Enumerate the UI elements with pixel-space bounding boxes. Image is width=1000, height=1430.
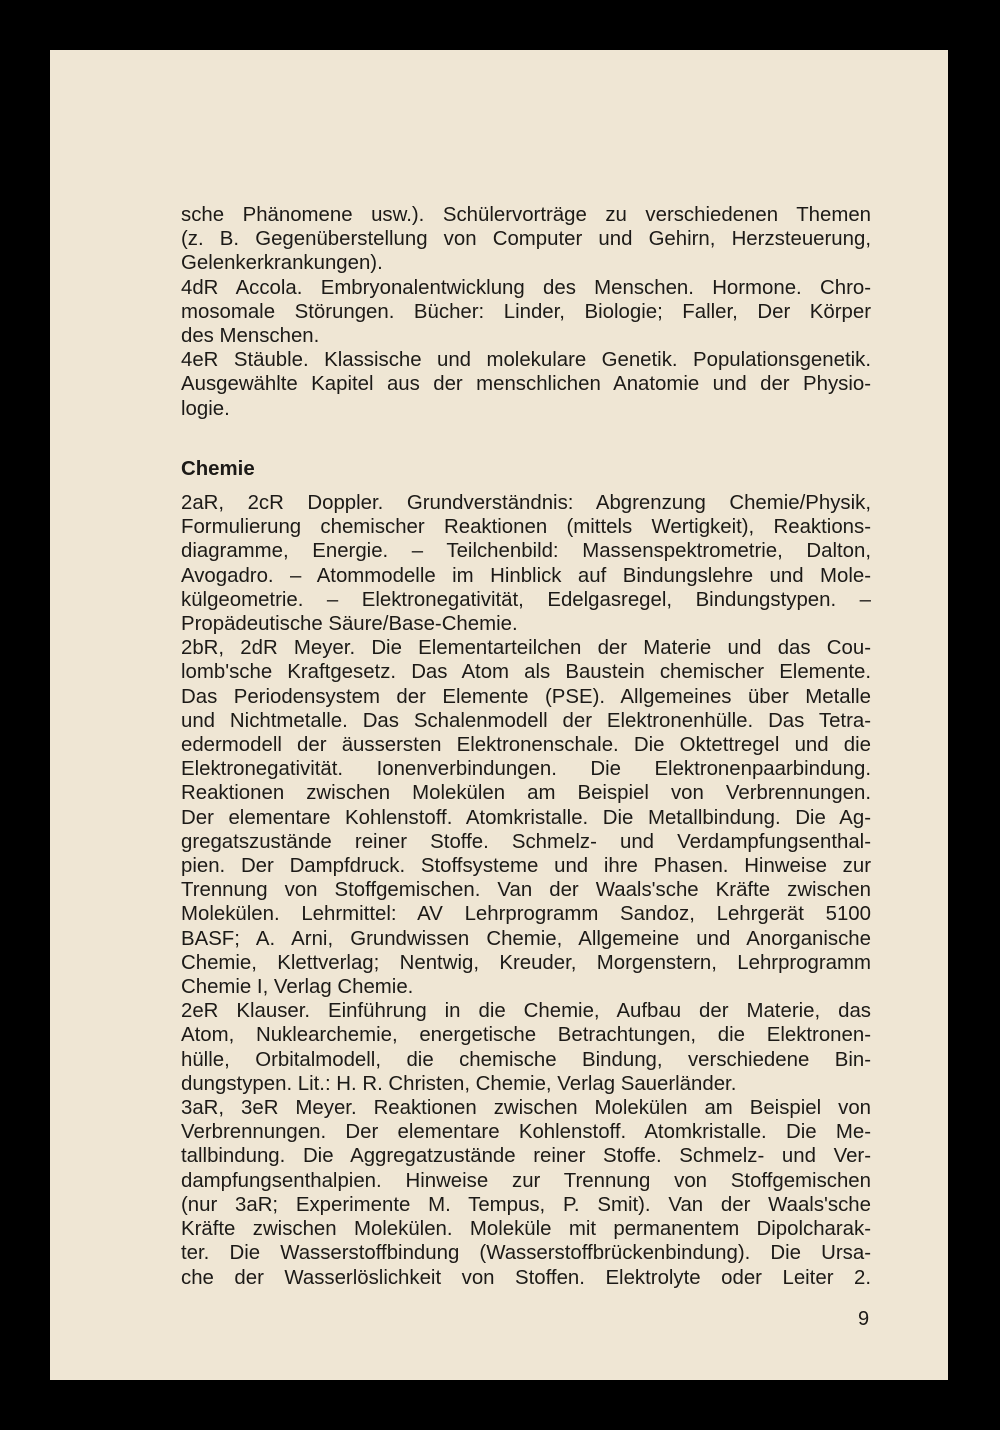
section-heading: Chemie [181, 458, 255, 480]
text-line: BASF; A. Arni, Grundwissen Chemie, Allgemeine und Anorganische [181, 927, 871, 950]
text-line: sche Phänomene usw.). Schülervorträge zu verschiedenen Themen [181, 204, 871, 226]
text-line: Formulierung chemischer Reaktionen (mittels Wertigkeit), Reaktions- [181, 516, 871, 539]
text-line: mosomale Störungen. Bücher: Linder, Biologie; Faller, Der Körper [181, 300, 871, 323]
text-line: hülle, Orbitalmodell, die chemische Bindung, verschiedene Bin- [181, 1048, 871, 1071]
text-line: dampfungsenthalpien. Hinweise zur Trennung von Stoffgemischen [181, 1169, 871, 1192]
text-line: 2bR, 2dR Meyer. Die Elementarteilchen der Materie und das Cou- [181, 637, 871, 660]
text-line: Kräfte zwischen Molekülen. Moleküle mit permanentem Dipolcharak- [181, 1218, 871, 1241]
text-line: (z. B. Gegenüberstellung von Computer und Gehirn, Herzsteuerung, [181, 228, 871, 251]
text-line: Chemie I, Verlag Chemie. [181, 976, 414, 999]
text-line: tallbindung. Die Aggregatzustände reiner Stoffe. Schmelz- und Ver- [181, 1145, 871, 1168]
text-line: logie. [181, 397, 230, 420]
text-line: Verbrennungen. Der elementare Kohlenstoff. Atomkristalle. Die Me- [181, 1121, 871, 1144]
text-line: ter. Die Wasserstoffbindung (Wasserstoffbrückenbindung). Die Ursa- [181, 1242, 871, 1265]
text-line: edermodell der äussersten Elektronenschale. Die Oktettregel und die [181, 734, 871, 757]
text-line: Molekülen. Lehrmittel: AV Lehrprogramm Sandoz, Lehrgerät 5100 [181, 903, 871, 926]
text-line: Reaktionen zwischen Molekülen am Beispiel von Verbrennungen. [181, 782, 871, 805]
text-line: Chemie, Klettverlag; Nentwig, Kreuder, Morgenstern, Lehrprogramm [181, 951, 871, 974]
text-line: Atom, Nuklearchemie, energetische Betrachtungen, die Elektronen- [181, 1024, 871, 1047]
text-line: gregatszustände reiner Stoffe. Schmelz- und Verdampfungsenthal- [181, 830, 871, 853]
chemie-paragraphs [181, 491, 871, 1290]
text-line: des Menschen. [181, 325, 320, 348]
text-line: pien. Der Dampfdruck. Stoffsysteme und ihre Phasen. Hinweise zur [181, 855, 871, 878]
text-line: külgeometrie. – Elektronegativität, Edelgasregel, Bindungstypen. – [181, 588, 871, 611]
text-line: Gelenkerkrankungen). [181, 252, 383, 275]
text-line: Ausgewählte Kapitel aus der menschlichen Anatomie und der Physio- [181, 373, 871, 396]
text-line: Propädeutische Säure/Base-Chemie. [181, 613, 518, 636]
text-line: Elektronegativität. Ionenverbindungen. Die Elektronenpaarbindung. [181, 758, 871, 781]
text-line: Trennung von Stoffgemischen. Van der Waals'sche Kräfte zwischen [181, 879, 871, 902]
page-number: 9 [858, 1308, 870, 1330]
text-line: 3aR, 3eR Meyer. Reaktionen zwischen Molekülen am Beispiel von [181, 1097, 871, 1120]
text-line: 2eR Klauser. Einführung in die Chemie, Aufbau der Materie, das [181, 1000, 871, 1023]
text-line: diagramme, Energie. – Teilchenbild: Massenspektrometrie, Dalton, [181, 540, 871, 563]
text-line: Der elementare Kohlenstoff. Atomkristalle. Die Metallbindung. Die Ag- [181, 806, 871, 829]
text-line: Das Periodensystem der Elemente (PSE). Allgemeines über Metalle [181, 685, 871, 708]
text-line: 2aR, 2cR Doppler. Grundverständnis: Abgrenzung Chemie/Physik, [181, 492, 871, 514]
text-line: (nur 3aR; Experimente M. Tempus, P. Smit). Van der Waals'sche [181, 1193, 871, 1216]
text-line: lomb'sche Kraftgesetz. Das Atom als Baustein chemischer Elemente. [181, 661, 871, 684]
text-line: Avogadro. – Atommodelle im Hinblick auf Bindungslehre und Mole- [181, 564, 871, 587]
document-page [50, 50, 948, 1380]
text-line: dungstypen. Lit.: H. R. Christen, Chemie, Verlag Sauerländer. [181, 1072, 737, 1095]
text-line: und Nichtmetalle. Das Schalenmodell der Elektronenhülle. Das Tetra- [181, 709, 871, 732]
text-line: 4dR Accola. Embryonalentwicklung des Menschen. Hormone. Chro- [181, 276, 871, 299]
text-line: 4eR Stäuble. Klassische und molekulare Genetik. Populationsgenetik. [181, 349, 871, 372]
text-line: che der Wasserlöslichkeit von Stoffen. Elektrolyte oder Leiter 2. [181, 1266, 871, 1289]
intro-paragraphs [181, 203, 871, 421]
